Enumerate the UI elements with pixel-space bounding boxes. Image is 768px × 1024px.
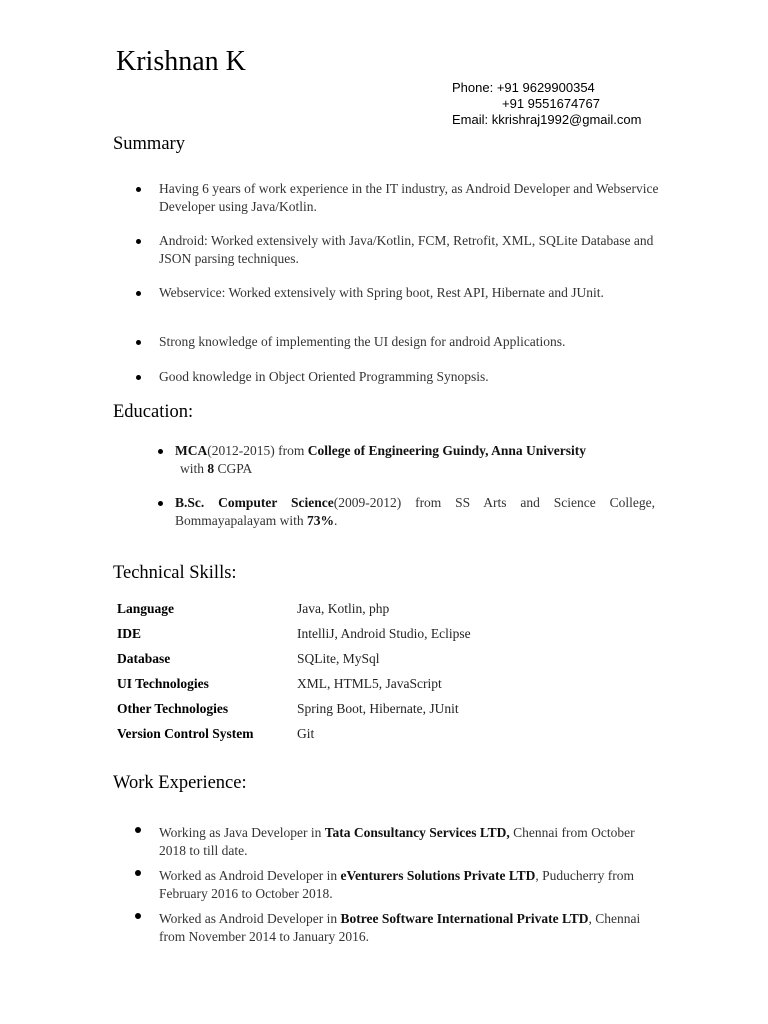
score-value: 8 bbox=[207, 461, 215, 476]
bullet-icon bbox=[135, 913, 141, 919]
bullet-icon bbox=[136, 291, 141, 296]
bullet-icon bbox=[136, 340, 141, 345]
score-value: 73% bbox=[306, 513, 334, 528]
skill-value: IntelliJ, Android Studio, Eclipse bbox=[297, 626, 471, 641]
company-name: Botree Software International Private LTD bbox=[340, 911, 589, 926]
bullet-icon bbox=[136, 187, 141, 192]
skill-value: SQLite, MySql bbox=[297, 651, 380, 666]
skill-key: UI Technologies bbox=[117, 676, 209, 691]
bullet-icon bbox=[158, 449, 163, 454]
work-item bbox=[159, 824, 659, 860]
work-item bbox=[159, 867, 659, 903]
work-details: , Chennai from November 2014 to January 2016. bbox=[159, 911, 641, 944]
summary-item: Strong knowledge of implementing the UI design for android Applications. bbox=[159, 334, 566, 349]
with-text: with bbox=[180, 461, 208, 476]
bullet-icon bbox=[136, 239, 141, 244]
summary-item: Good knowledge in Object Oriented Programming Synopsis. bbox=[159, 369, 489, 384]
work-heading: Work Experience: bbox=[113, 773, 247, 793]
degree-name: MCA bbox=[175, 443, 208, 458]
degree-name: B.Sc. Computer Science bbox=[175, 495, 334, 510]
skill-key: Version Control System bbox=[117, 726, 254, 741]
bullet-icon bbox=[135, 870, 141, 876]
company-name: Tata Consultancy Services LTD, bbox=[324, 825, 510, 840]
summary-item: Android: Worked extensively with Java/Kotlin, FCM, Retrofit, XML, SQLite Database and JSON parsing techniques. bbox=[159, 233, 654, 266]
skill-key: Other Technologies bbox=[117, 701, 229, 716]
bullet-icon bbox=[136, 375, 141, 380]
work-role: Worked as Android Developer in bbox=[159, 911, 341, 926]
work-role: Worked as Android Developer in bbox=[159, 868, 341, 883]
candidate-name: Krishnan K bbox=[116, 46, 246, 77]
education-item-mca bbox=[175, 442, 655, 478]
email-line: Email: kkrishraj1992@gmail.com bbox=[452, 112, 642, 127]
skill-value: Git bbox=[297, 726, 315, 741]
skill-value: Java, Kotlin, php bbox=[297, 601, 390, 616]
score-suffix: . bbox=[333, 513, 338, 528]
work-role: Working as Java Developer in bbox=[159, 825, 325, 840]
score-suffix: CGPA bbox=[214, 461, 253, 476]
degree-years: (2012-2015) from bbox=[207, 443, 308, 458]
skill-key: IDE bbox=[117, 626, 142, 641]
college-name: College of Engineering Guindy, Anna University bbox=[307, 443, 587, 458]
skill-key: Language bbox=[117, 601, 175, 616]
summary-item: Webservice: Worked extensively with Spring boot, Rest API, Hibernate and JUnit. bbox=[159, 285, 604, 300]
work-details: Chennai from October 2018 to till date. bbox=[159, 825, 635, 858]
bullet-icon bbox=[135, 827, 141, 833]
work-details: , Puducherry from February 2016 to October 2018. bbox=[159, 868, 634, 901]
phone-line-2: +91 9551674767 bbox=[502, 96, 600, 111]
summary-item: Having 6 years of work experience in the IT industry, as Android Developer and Webservice Developer using Java/Kotlin. bbox=[159, 181, 659, 214]
bullet-icon bbox=[158, 501, 163, 506]
summary-heading: Summary bbox=[113, 134, 185, 154]
skill-key: Database bbox=[117, 651, 171, 666]
company-name: eVenturers Solutions Private LTD bbox=[340, 868, 536, 883]
education-item-bsc bbox=[175, 494, 655, 530]
phone-line-1: Phone: +91 9629900354 bbox=[452, 80, 595, 95]
skill-value: Spring Boot, Hibernate, JUnit bbox=[297, 701, 459, 716]
degree-details: (2009-2012) from SS Arts and Science College, Bommayapalayam with bbox=[175, 495, 655, 528]
skill-value: XML, HTML5, JavaScript bbox=[297, 676, 442, 691]
skills-heading: Technical Skills: bbox=[113, 563, 237, 583]
work-item bbox=[159, 910, 659, 946]
education-heading: Education: bbox=[113, 402, 194, 422]
